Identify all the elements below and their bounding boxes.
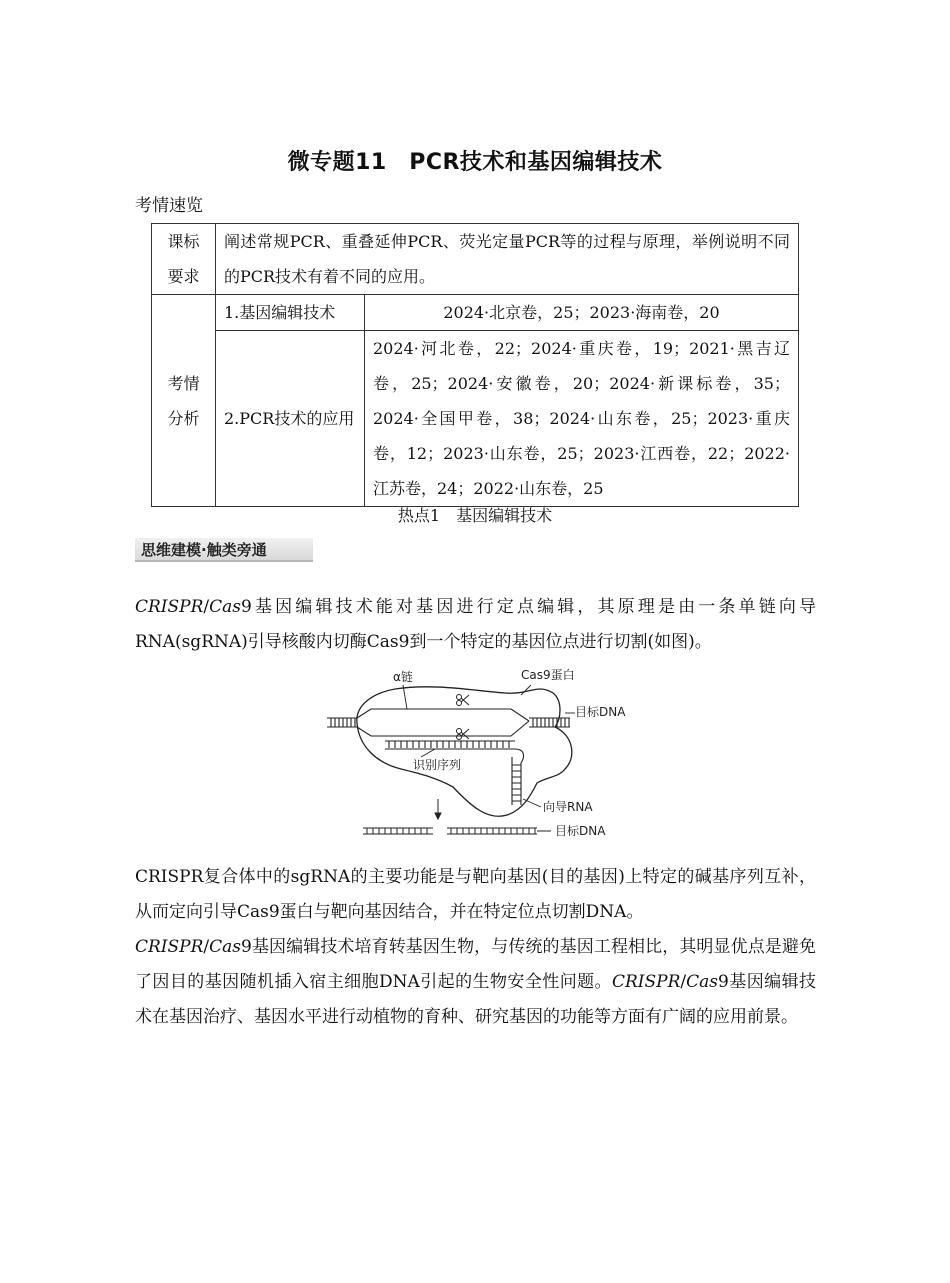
- source-cell: 2024·北京卷，25；2023·海南卷，20: [365, 295, 799, 331]
- label-cas9-protein: Cas9蛋白: [521, 668, 575, 682]
- arrow-down-icon: [435, 799, 441, 819]
- table-row: [152, 224, 799, 295]
- topic-cell: 1.基因编辑技术: [216, 295, 365, 331]
- table-row: [152, 331, 799, 507]
- table-header-cell: [152, 224, 216, 295]
- label-alpha-chain: α链: [393, 670, 413, 684]
- overview-table: [151, 223, 799, 507]
- analysis-header-line-1: 考情: [167, 373, 200, 393]
- analysis-header-line-2: 分析: [167, 408, 200, 428]
- term-crispr: CRISPR: [135, 937, 204, 957]
- crispr-cas9-diagram: [325, 665, 645, 845]
- label-target-dna-top: 目标DNA: [575, 705, 626, 719]
- target-dna-top: [327, 709, 570, 736]
- section-label: 考情速览: [135, 196, 203, 216]
- req-header-line-1: 课标: [167, 232, 200, 251]
- paragraph-2: CRISPR复合体中的sgRNA的主要功能是与靶向基因(目的基因)上特定的碱基序列互补，从而定向引导Cas9蛋白与靶向基因结合，并在特定位点切割DNA。: [135, 867, 816, 922]
- topic-cell: 2.PCR技术的应用: [216, 331, 365, 507]
- label-guide-rna: 向导RNA: [543, 800, 593, 814]
- label-leaders: [403, 685, 575, 807]
- section-banner: 思维建模·触类旁通: [135, 538, 313, 562]
- term-cas: Cas: [209, 937, 242, 957]
- hotspot-caption: 热点1 基因编辑技术: [397, 506, 553, 525]
- slash: /: [203, 597, 210, 617]
- table-row: [152, 295, 799, 331]
- paragraph-3-text-2: 9基因编辑技术在基因治疗、基因水平进行动植物的育种、研究基因的功能等方面有广阔的应用前景。: [135, 972, 817, 1027]
- term-cas: Cas: [209, 597, 242, 617]
- page-title: 微专题11 PCR技术和基因编辑技术: [287, 150, 663, 175]
- scissors-icon: [457, 695, 470, 706]
- paragraph-3: [135, 930, 816, 1035]
- term-crispr: CRISPR: [612, 972, 681, 992]
- term-crispr: CRISPR: [135, 597, 204, 617]
- cas9-protein-outline: [357, 687, 572, 816]
- paragraph-1-text: 9基因编辑技术能对基因进行定点编辑，其原理是由一条单链向导RNA(sgRNA)引导核酸内切酶Cas9到一个特定的基因位点进行切割(如图)。: [135, 597, 816, 652]
- label-target-dna-bottom: 目标DNA: [555, 824, 606, 838]
- scissors-icon: [457, 729, 470, 740]
- label-recognition-sequence: 识别序列: [413, 758, 462, 772]
- cut-dna-fragments: [363, 828, 551, 834]
- guide-rna-strand: [385, 741, 523, 805]
- paragraph-3-text-1: 9基因编辑技术培育转基因生物，与传统的基因工程相比，其明显优点是避免了因目的基因随机插入宿主细胞DNA引起的生物安全性问题。: [135, 937, 816, 992]
- requirement-text: 阐述常规PCR、重叠延伸PCR、荧光定量PCR等的过程与原理，举例说明不同的PCR技术有着不同的应用。: [216, 224, 799, 295]
- slash: /: [203, 937, 210, 957]
- source-cell: 2024·河北卷，22；2024·重庆卷，19；2021·黑吉辽卷，25；2024·安徽卷，20；2024·新课标卷，35；2024·全国甲卷，38；2024·山东卷，25；2023·重庆卷，12；2023·山东卷，25；2023·江西卷，22；2022·江苏卷，24；2022·山东卷，25: [365, 331, 799, 507]
- table-header-cell: [152, 295, 216, 507]
- slash: /: [680, 972, 687, 992]
- req-header-line-2: 要求: [167, 267, 200, 286]
- paragraph-1: [135, 590, 816, 660]
- term-cas: Cas: [686, 972, 719, 992]
